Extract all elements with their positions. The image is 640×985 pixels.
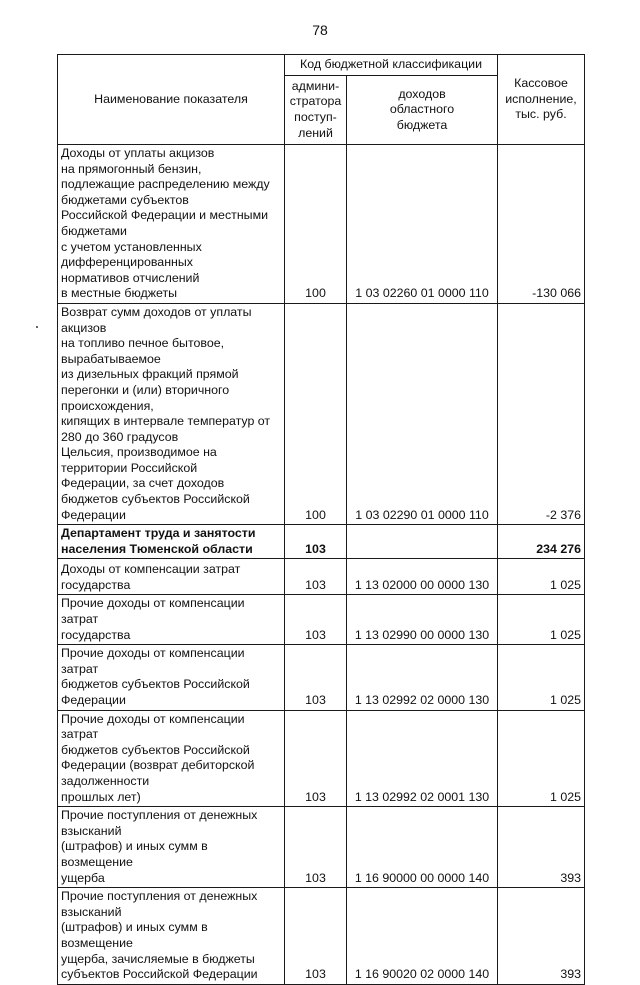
row-income-code: 1 13 02992 02 0000 130 bbox=[347, 645, 498, 710]
table-row bbox=[58, 888, 585, 985]
row-admin-code: 100 bbox=[285, 145, 347, 304]
row-admin-code: 103 bbox=[285, 559, 347, 595]
table-row bbox=[58, 525, 585, 559]
table-row bbox=[58, 145, 585, 304]
row-amount: 393 bbox=[498, 807, 585, 888]
table-row bbox=[58, 807, 585, 888]
row-income-code bbox=[347, 525, 498, 559]
row-amount: 1 025 bbox=[498, 645, 585, 710]
row-name: Возврат сумм доходов от уплаты акцизов на топливо печное бытовое, вырабатываемое из дизельных фракций прямой перегонки и (или) вторичного происхождения, кипящих в интервале температур от 280 до 360 градусов Цельсия, производимое на территории Российской Федерации, за счет доходов бюджетов субъектов Российской Федерации bbox=[58, 303, 285, 524]
budget-income-table bbox=[57, 54, 585, 985]
row-name: Прочие поступления от денежных взысканий (штрафов) и иных сумм в возмещение ущерба, зачисляемые в бюджеты субъектов Российской Федерации bbox=[58, 888, 285, 985]
header-income: доходов областного бюджета bbox=[347, 76, 498, 145]
row-income-code: 1 16 90020 02 0000 140 bbox=[347, 888, 498, 985]
row-amount: 393 bbox=[498, 888, 585, 985]
row-amount: 1 025 bbox=[498, 710, 585, 807]
table-header bbox=[58, 55, 585, 145]
row-admin-code: 103 bbox=[285, 888, 347, 985]
row-amount: -130 066 bbox=[498, 145, 585, 304]
row-amount: 234 276 bbox=[498, 525, 585, 559]
row-name: Доходы от уплаты акцизов на прямогонный бензин, подлежащие распределению между бюджетами субъектов Российской Федерации и местными бюджетами с учетом установленных дифференцированных нормативов отчислений в местные бюджеты bbox=[58, 145, 285, 304]
row-name: Департамент труда и занятости населения Тюменской области bbox=[58, 525, 285, 559]
row-amount: 1 025 bbox=[498, 595, 585, 645]
row-income-code: 1 13 02992 02 0001 130 bbox=[347, 710, 498, 807]
table-row bbox=[58, 595, 585, 645]
row-admin-code: 103 bbox=[285, 595, 347, 645]
row-income-code: 1 16 90000 00 0000 140 bbox=[347, 807, 498, 888]
row-name: Прочие доходы от компенсации затрат государства bbox=[58, 595, 285, 645]
scan-speck bbox=[36, 326, 38, 328]
row-admin-code: 103 bbox=[285, 807, 347, 888]
row-admin-code: 103 bbox=[285, 710, 347, 807]
row-income-code: 1 13 02990 00 0000 130 bbox=[347, 595, 498, 645]
header-amount: Кассовое исполнение, тыс. руб. bbox=[498, 55, 585, 145]
page-number: 78 bbox=[312, 22, 328, 38]
header-name: Наименование показателя bbox=[58, 55, 285, 145]
row-admin-code: 103 bbox=[285, 525, 347, 559]
header-code-group: Код бюджетной классификации bbox=[285, 55, 498, 76]
row-name: Прочие поступления от денежных взысканий (штрафов) и иных сумм в возмещение ущерба bbox=[58, 807, 285, 888]
header-admin: админи- стратора поступ- лений bbox=[285, 76, 347, 145]
table-row bbox=[58, 559, 585, 595]
row-income-code: 1 13 02000 00 0000 130 bbox=[347, 559, 498, 595]
table-body bbox=[58, 145, 585, 985]
row-name: Прочие доходы от компенсации затрат бюджетов субъектов Российской Федерации bbox=[58, 645, 285, 710]
row-income-code: 1 03 02290 01 0000 110 bbox=[347, 303, 498, 524]
row-amount: 1 025 bbox=[498, 559, 585, 595]
row-income-code: 1 03 02260 01 0000 110 bbox=[347, 145, 498, 304]
row-amount: -2 376 bbox=[498, 303, 585, 524]
table-row bbox=[58, 303, 585, 524]
row-name: Прочие доходы от компенсации затрат бюджетов субъектов Российской Федерации (возврат дебиторской задолженности прошлых лет) bbox=[58, 710, 285, 807]
table-row bbox=[58, 710, 585, 807]
row-name: Доходы от компенсации затрат государства bbox=[58, 559, 285, 595]
row-admin-code: 100 bbox=[285, 303, 347, 524]
table-row bbox=[58, 645, 585, 710]
row-admin-code: 103 bbox=[285, 645, 347, 710]
